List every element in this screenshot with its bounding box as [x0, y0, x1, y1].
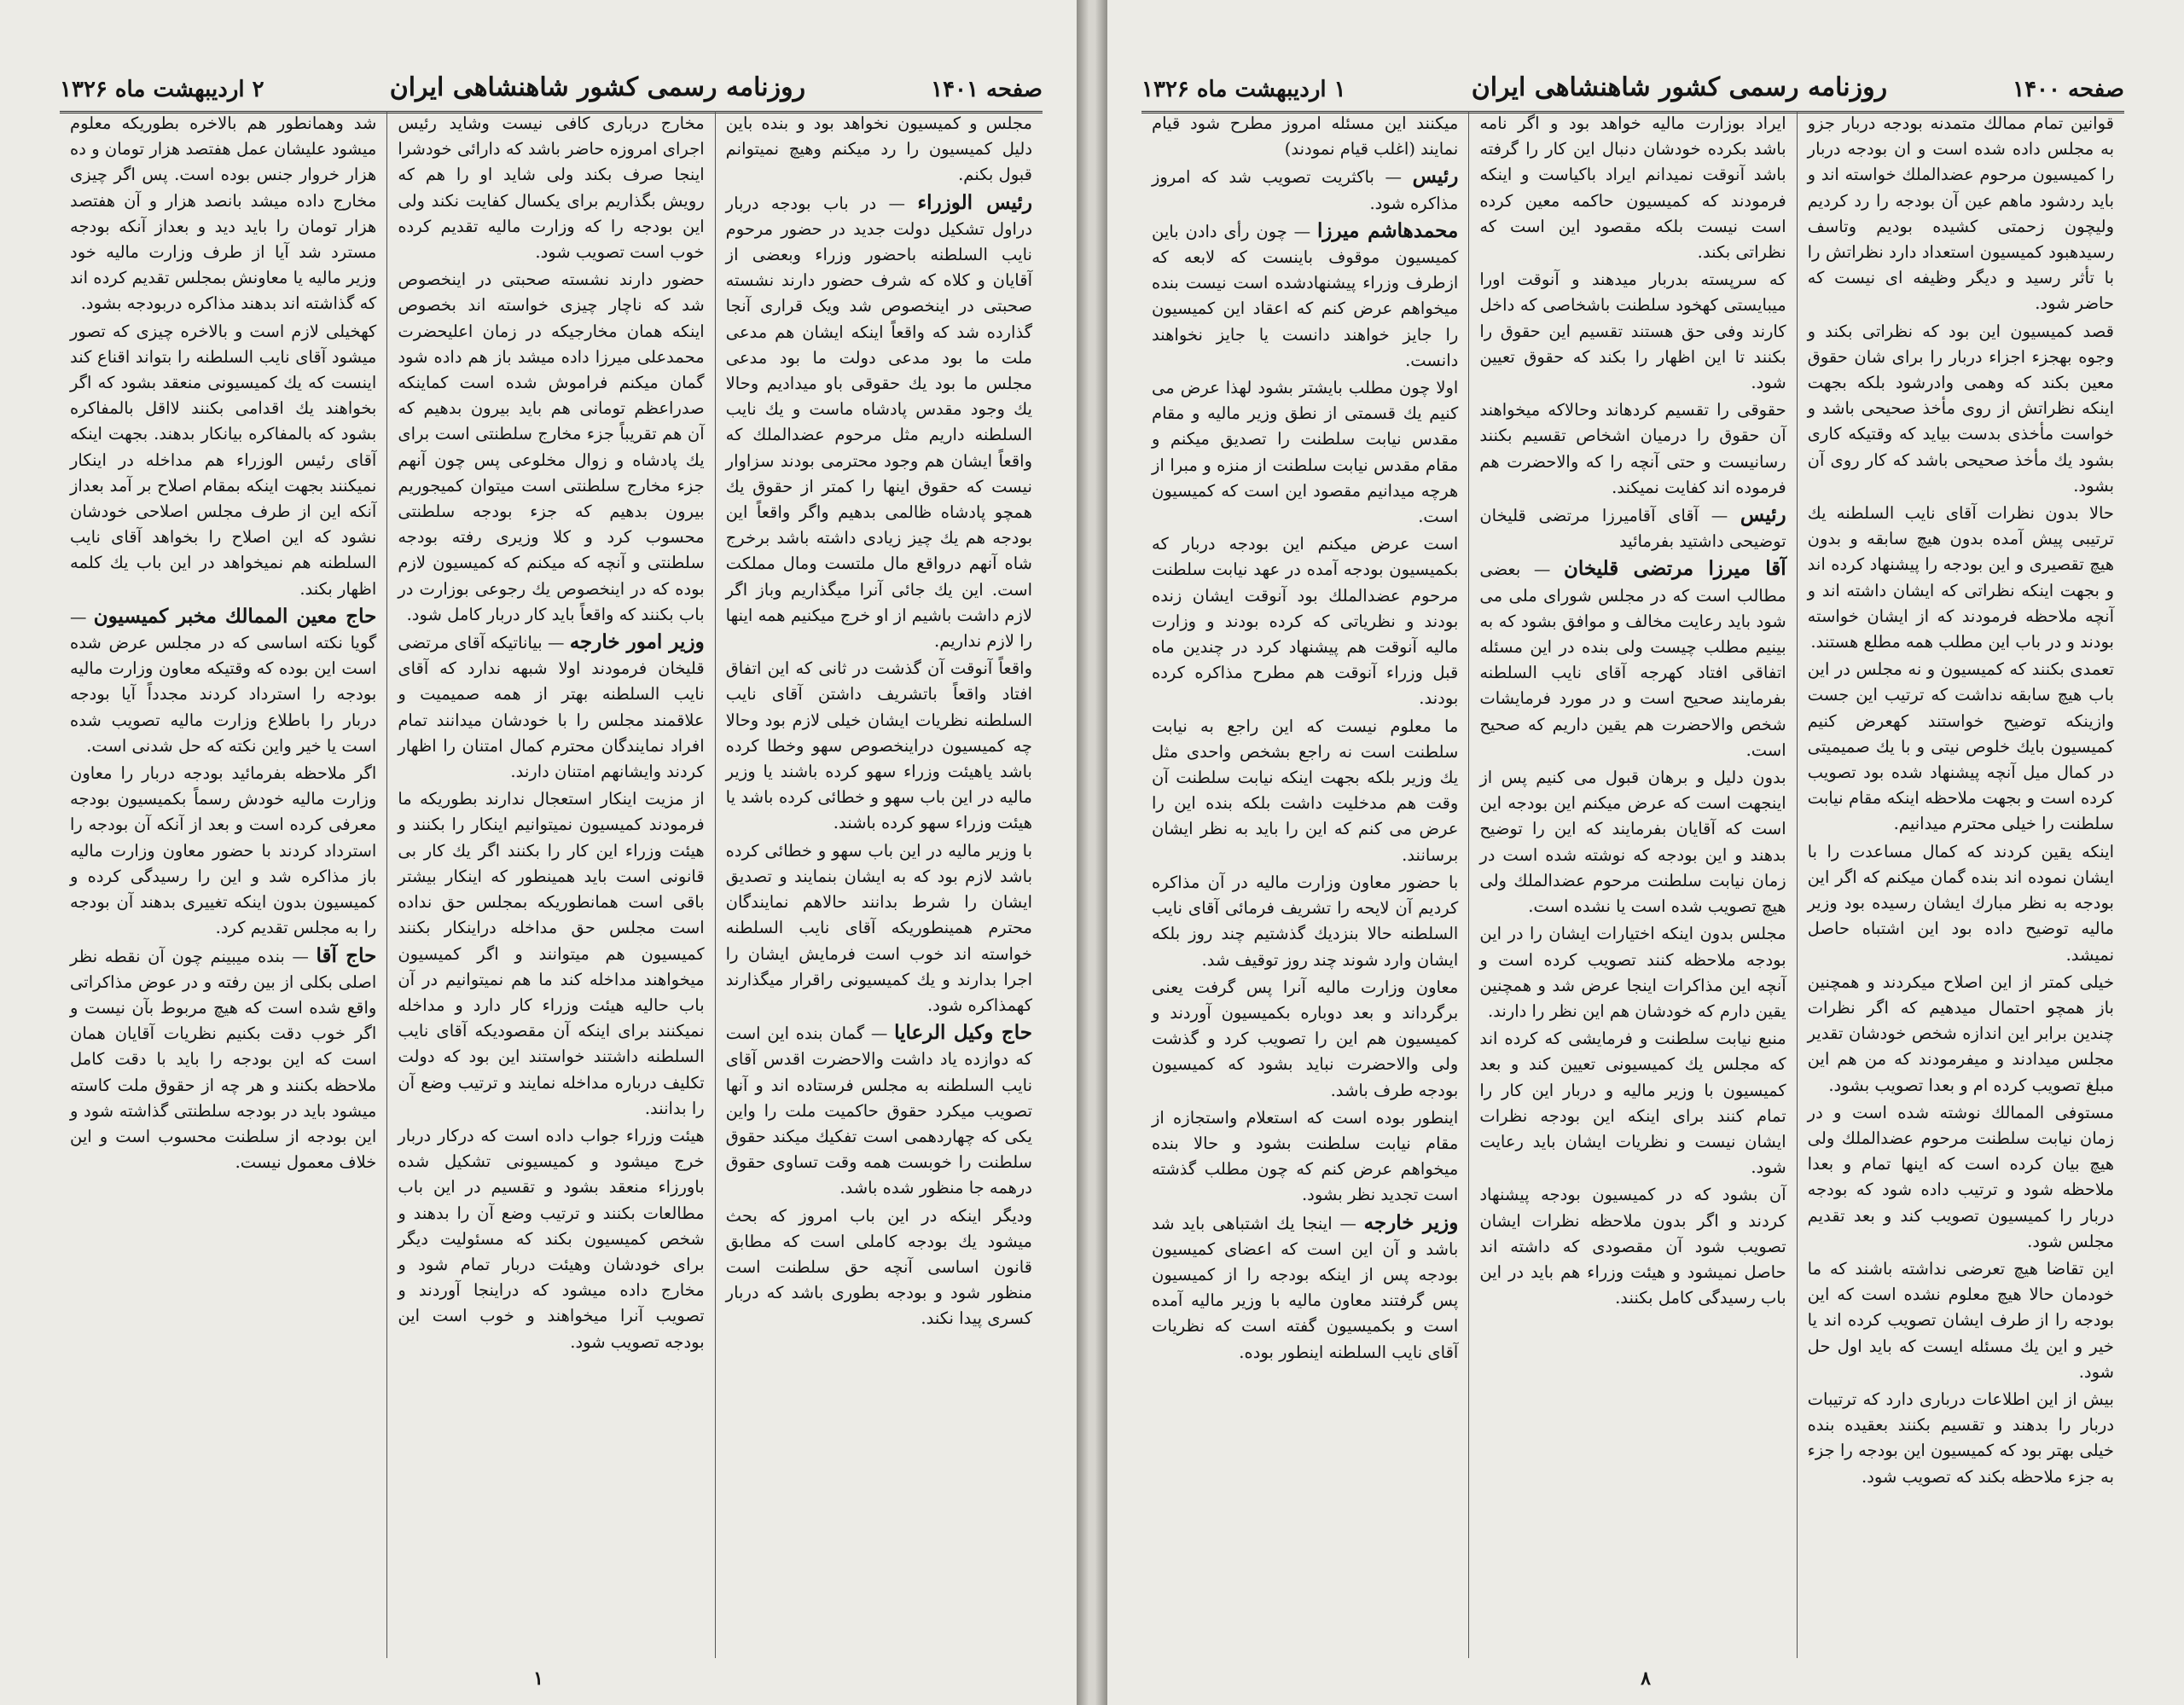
right-page — [1107, 0, 2184, 1705]
left-newspaper-title: روزنامه رسمی کشور شاهنشاهی ایران — [389, 72, 806, 102]
speech-text: اینجا یك اشتباهی باید شد باشد و آن این است که اعضای کمیسیون بودجه پس از اینکه بودجه را از کمیسیون پس گرفتند معاون مالیه با وزیر مالیه آمده است و بکمیسیون گفته است که نظریات آقای نایب السلطنه اینطور بوده. — [1152, 1213, 1459, 1362]
speaker-dash: — — [1374, 167, 1413, 188]
text-column — [1141, 111, 1468, 1658]
speaker-name: حاج آقا — [316, 943, 377, 967]
right-page-date: ۱ اردیبهشت ماه ۱۳۲۶ — [1141, 77, 1346, 102]
speaker-name: رئیس الوزراء — [917, 190, 1032, 214]
right-folio: ۸ — [1641, 1667, 1651, 1690]
body-paragraph: ودیگر اینکه در این باب امروز که بحث میشود یك بودجه کاملی است که مطابق قانون اساسی آنچه حق سلطنت است منظور شود و بودجه بطوری باشد که دربار کسری پیدا نکند. — [725, 1205, 1032, 1329]
right-page-header — [1141, 51, 2124, 113]
speaker-paragraph — [70, 943, 376, 1176]
body-paragraph: شد وهمانطور هم بالاخره بطوریکه معلوم میشود علیشان عمل هفتصد هزار تومان و ده هزار خروار جنس بوده است. پس اگر چیزی مخارج داده میشد بانصد هزار و آن هفتصد هزار تومان را باید دید و بعداز آنکه بودجه مسترد شد آیا از طرف وزارت مالیه خود وزیر مالیه یا معاونش بمجلس تقدیم کرده اند که گذاشته اند بدهند مذاکره دربودجه بشود. — [70, 113, 377, 314]
speaker-paragraph — [398, 629, 704, 785]
body-paragraph: ما معلوم نیست که این راجع به نیابت سلطنت است نه راجع بشخص واحدی مثل یك وزیر بلکه بجهت اینکه نیابت سلطنت آن وقت هم مدخلیت داشت بلکه بنده این را عرض می کنم که این را باید به نظر ایشان برسانند. — [1152, 716, 1459, 865]
speaker-name: حاج معین الممالك مخبر کمیسیون — [93, 604, 377, 628]
text-column — [715, 111, 1043, 1658]
body-paragraph: کهخیلی لازم است و بالاخره چیزی که تصور میشود آقای نایب السلطنه را بتواند اقناع کند اینست که یك کمیسیونی منعقد بشود که اگر بخواهند یك اقدامی بکنند لااقل بالمفاکره بشود که بالمفاکره بیانکار بدهند. بجهت اینکه آقای رئیس الوزراء هم مداخله در اینکار نمیکنند بجهت اینکه بمقام اصلاح بر آمد بعداز آنکه این از طرف مجلس اصلاحی خودشان نشود که این اصلاح را بخواهد آقای نایب السلطنه هم نمیخواهد در این باب یك کلمه اظهار بکند. — [70, 321, 377, 599]
left-columns — [60, 111, 1043, 1658]
speaker-name: آقا میرزا مرتضی قلیخان — [1563, 557, 1786, 581]
body-paragraph: آن بشود که در کمیسیون بودجه پیشنهاد کردند و اگر بدون ملاحظه نظرات ایشان تصویب شود آن مقصودی که داشته اند حاصل نمیشود و هیئت وزراء هم باید در این باب رسیدگی کامل بکنند. — [1479, 1185, 1786, 1308]
speaker-dash: — — [864, 1024, 895, 1044]
speaker-name: حاج وکیل الرعایا — [894, 1021, 1032, 1045]
body-paragraph: اگر ملاحظه بفرمائید بودجه دربار را معاون وزارت مالیه خودش رسماً بکمیسیون بودجه معرفی کرده است و بعد از آنکه آن بودجه را استرداد کردند با حضور معاون وزارت مالیه باز مذاکره شد و این را رسیدگی کرده و کمیسیون بدون اینکه تغییری بدهند آن بودجه را به مجلس تقدیم کرد. — [70, 763, 377, 938]
body-paragraph: که سرپسته بدربار میدهند و آنوقت اورا میبایستی کهخود سلطنت باشخاصی که داخل کارند وفی حق هستند تقسیم این حقوق را بکنند تا این اظهار را بکند که حقوق تعیین شود. — [1479, 270, 1786, 393]
body-paragraph: اولا چون مطلب بایشتر بشود لهذا عرض می کنیم یك قسمتی از نطق وزیر مالیه و مقام مقدس نیابت سلطنت را تصدیق میکنم و مقام مقدس نیابت سلطنت از منزه و مبرا از هرچه میدانیم مقصود این است که کمیسیون است. — [1152, 378, 1459, 527]
speech-text: گویا نکته اساسی که در مجلس عرض شده است این بوده که وقتیکه معاون وزارت مالیه بودجه را استرداد کردند مجدداً آیا بودجه دربار را باطلاع وزارت مالیه تصویب شده است یا خیر واین نکته که حل شدنی است. — [70, 633, 377, 756]
body-paragraph: مجلس بدون اینکه اختیارات ایشان را در این بودجه ملاحظه کنند تصویب کرده است و آنچه این مذاکرات اینجا عرض شد و همچنین یقین دارم که خودشان هم این نظر را دارند. — [1479, 924, 1786, 1021]
text-column — [1797, 111, 2124, 1658]
speech-text: آقای آقامیرزا مرتضی قلیخان توضیحی داشتید بفرمائید — [1479, 506, 1786, 552]
body-paragraph: با حضور معاون وزارت مالیه در آن مذاکره کردیم آن لایحه را تشریف فرمائی آقای نایب السلطنه حالا بنزدیك گذشتیم چند روز بلکه ایشان وارد شوند چند روز توقیف شد. — [1152, 872, 1459, 970]
body-paragraph: است عرض میکنم این بودجه دربار که بکمیسیون بودجه آمده در عهد نیابت سلطنت مرحوم عضدالملك بود آنوقت ایشان زنده بودند و نظریاتی که کرده بودند و وزارت مالیه آنوقت هم پیشنهاد کرد در چندین ماه قبل وزراء آنوقت هم مطرح مذاکره کرده بودند. — [1152, 534, 1459, 709]
left-folio: ۱ — [533, 1667, 543, 1690]
speech-text: گمان بنده این است که دوازده یاد داشت والاحضرت اقدس آقای نایب السلطنه به مجلس فرستاده اند و آنها تصویب میکرد حقوق حاکمیت ملت را واین یکی که چهاردهمی است تفکیك میکند حقوق سلطنت را خوبست همه وقت تساوی حقوق درهمه جا منظور شده باشد. — [725, 1024, 1032, 1198]
left-page-number: صفحه ۱۴۰۱ — [931, 77, 1043, 102]
right-page-number: صفحه ۱۴۰۰ — [2013, 77, 2124, 102]
body-paragraph: اینکه یقین کردند که کمال مساعدت را با ایشان نموده اند بنده گمان میکنم که اگر این بودجه به نظر مبارك ایشان رسیده بود وزیر مالیه توضیح داده بود این اشتباه حاصل نمیشد. — [1807, 841, 2114, 965]
speaker-dash: — — [70, 606, 94, 627]
body-paragraph: حضور دارند نشسته صحبتی در اینخصوص شد که ناچار چیزی خواسته اند بخصوص اینکه همان مخارجیکه در زمان اعلیحضرت محمدعلی میرزا داده میشد باز هم داده شود گمان میکنم فراموش شده است کماینکه صدراعظم تومانی هم باید بیرون بدهیم که آن هم تقریباً جزء مخارج سلطنتی است برای یك پادشاه و زوال مخلوعی پس چون آنهم جزء مخارج سلطنتی است میتوان کمیجوریم بیرون بدهیم که جزء بودجه سلطنتی محسوب کرد و کلا وزیری رفته بودجه سلطنتی و آنچه که میکنم که کمیسیون لازم بوده که در اینخصوص یك رجوعی بوزارت در باب بکنند که واقعاً باید کار دربار کامل شود. — [398, 270, 705, 624]
body-paragraph: بدون دلیل و برهان قبول می کنیم پس از اینجهت است که عرض میکنم این بودجه این است که آقایان بفرمایند که این را توضیح بدهند و این بودجه که نوشته شده است در زمان نیابت سلطنت مرحوم عضدالملك ولی هیچ تصویب شده است یا نشده است. — [1479, 768, 1786, 917]
body-paragraph: این تقاضا هیچ تعرضی نداشته باشند که ما خودمان حالا هیچ معلوم نشده است که این بودجه را از طرف ایشان تصویب کرده اند یا خیر و این یك مسئله ایست که باید اول حل شود. — [1807, 1258, 2114, 1382]
speech-text: باکثریت تصویب شد که امروز مذاکره شود. — [1152, 167, 1459, 213]
speaker-name: وزیر امور خارجه — [569, 630, 705, 654]
speaker-paragraph — [1152, 1210, 1458, 1366]
speaker-dash: — — [1699, 506, 1740, 526]
speech-text: بیاناتیکه آقای مرتضی قلیخان فرمودند اولا شبهه ندارد که آقای نایب السلطنه بهتر از همه صمیمیت و علاقمند مجلس را با خودشان میدانند تمام افراد نمایندگان محترم کمال امتنان را اظهار کردند وایشانهم امتنان دارند. — [398, 633, 705, 782]
body-paragraph: مستوفی الممالك نوشته شده است و در زمان نیابت سلطنت مرحوم عضدالملك ولی هیچ بیان کرده است که اینها تمام و بعدا ملاحظه شود و ترتیب داده شود که بودجه دربار را کمیسیون تصویب کند و بعد تقدیم مجلس شود. — [1807, 1102, 2114, 1251]
text-column — [386, 111, 714, 1658]
speaker-paragraph — [70, 604, 376, 759]
left-page-header — [60, 51, 1043, 113]
speaker-name: محمدهاشم میرزا — [1316, 218, 1459, 242]
body-paragraph: بیش از این اطلاعات درباری دارد که ترتیبات دربار را بدهند و تقسیم بکنند بعقیده بنده خیلی بهتر بود که کمیسیون این بودجه را جزء به جزء ملاحظه بکند که تصویب شود. — [1807, 1389, 2114, 1487]
body-paragraph: واقعاً آنوقت آن گذشت در ثانی که این اتفاق افتاد واقعاً باتشریف داشتن آقای نایب السلطنه نظریات ایشان خیلی لازم بود وحالا چه کمیسیون دراینخصوص سهو وخطا کرده باشد یاهیئت وزراء سهو کرده باشند یا وزیر مالیه در این باب سهو و خطائی کرده باشد یا هیئت وزراء سهو کرده باشند. — [725, 658, 1032, 833]
left-page-date: ۲ اردیبهشت ماه ۱۳۲۶ — [60, 77, 264, 102]
speaker-paragraph — [726, 1020, 1032, 1201]
speaker-name: رئیس — [1412, 165, 1459, 188]
speaker-dash: — — [284, 946, 317, 966]
body-paragraph: هیئت وزراء جواب داده است که درکار دربار خرج میشود و کمیسیونی تشکیل شده باورزاء منعقد بشود و تقسیم در این باب مطالعات بکنند و ترتیب وضع آن را بدهند و شخص کمیسیون بکند که مسئولیت دیگر برای خودشان وهیئت دربار تمام شود و مخارج داده میشود که دراینجا آوردند و تصویب آنرا میخواهند و خوب است این بودجه تصویب شود. — [398, 1125, 705, 1352]
speaker-dash: — — [1332, 1213, 1364, 1233]
speaker-paragraph — [1152, 218, 1458, 374]
body-paragraph: قوانین تمام ممالك متمدنه بودجه دربار جزو به مجلس داده شده است و ان بودجه دربار را کمیسیون مرحوم عضدالملك خواسته اند و باید ردشود ماهم عین آن بودجه را رد کردیم ولیچون زحمتی کشیده بودیم وتاسف رسیدهبود کمیسیون استعداد دارد نظراتش را با تأثر رسید و دیگر وظیفه ای نیست که حاضر شود. — [1807, 113, 2114, 314]
text-column — [60, 111, 386, 1658]
body-paragraph: با وزیر مالیه در این باب سهو و خطائی کرده باشد لازم بود که به ایشان بنمایند و تصدیق ایشان را شرط بدانند حالاهم نمایندگان محترم همینطوریکه آقای نایب السلطنه خواسته اند خوب است فرمایش ایشان را اجرا بدارند و یك کمیسیونی راقرار میگذارند کهمذاکره شود. — [725, 840, 1032, 1015]
speech-text: در باب بودجه دربار دراول تشکیل دولت جدید در حضور مرحوم نایب السلطنه باحضور وزراء وبعضی از آقایان و کلاه که شرف حضور دارند نشسته صحبتی در اینخصوص شد ویک قراری آنجا گذارده شد که واقعاً اینکه ایشان هم مدعی ملت ما بود مدعی دولت ما بود مدعی مجلس ما بود یك حقوقی باو میدادیم وحالا یك وجود مقدس پادشاه ماست و یك نایب السلطنه داریم مثل مرحوم عضدالملك که واقعاً ایشان هم وجود محترمی بودند سزاوار نیست که حقوق اینها را کمتر از حقوق یك همچو پادشاه ظالمی بدهیم واگر واقعاً این بودجه هم یك چیز زیادی داشته باشد برخرج شاه آنهم درواقع مال ملتست ومال مملکت است. این یك جائی آنرا میگذاریم وباز اگر لازم داشت باشیم از او خرج میکنیم همه اینها را لازم نداریم. — [725, 193, 1032, 652]
speaker-name: رئیس — [1740, 503, 1786, 527]
speaker-name: وزیر خارجه — [1363, 1210, 1459, 1234]
book-gutter — [1077, 0, 1107, 1705]
body-paragraph: مخارج درباری کافی نیست وشاید رئیس اجرای امروزه حاضر باشد که دارائی خودشرا اینجا صرف بکند ولی شاید او را هم که رویش بگذاریم برای یکسال کفایت نکند ولی این بودجه را که وزارت مالیه تقدیم کرده خوب است تصویب شود. — [398, 113, 705, 263]
body-paragraph: اینطور بوده است که استعلام واستجازه از مقام نیابت سلطنت بشود و حالا بنده میخواهم عرض کنم که چون مطلب گذشته است تجدید نظر بشود. — [1152, 1107, 1459, 1205]
right-newspaper-title: روزنامه رسمی کشور شاهنشاهی ایران — [1471, 72, 1888, 102]
text-column — [1468, 111, 1796, 1658]
speaker-paragraph — [1479, 556, 1786, 763]
body-paragraph: حالا بدون نظرات آقای نایب السلطنه یك ترتیبی پیش آمده بدون هیچ سابقه و بدون هیچ تقصیری و این بودجه را پیشنهاد کرده اند و بجهت اینکه نظراتی که ایشان داشته اند و آنچه ملاحظه فرمودند که از ایشان خواسته بودند و در باب این مطلب همه مطلع هستند. — [1807, 503, 2114, 652]
speech-text: بعضی مطالب است که در مجلس شورای ملی می شود باید رعایت مخالف و موافق بشود که به بینیم مطلب چیست ولی بنده در این مسئله اتفاقی افتاد کهرجه آقای نایب السلطنه بفرمایند صحیح است و در مورد فرمایشات شخص والاحضرت هم یقین داریم که صحیح است. — [1479, 560, 1786, 760]
body-paragraph: منبع نیابت سلطنت و فرمایشی که کرده اند که مجلس یك کمیسیونی تعیین کند و بعد کمیسیون با وزیر مالیه و دربار این کار را تمام کنند برای اینکه این بودجه نظرات ایشان نیست و نظریات ایشان باید رعایت شود. — [1479, 1029, 1786, 1178]
speech-text: چون رأی دادن باین کمیسیون موقوف باینست که لابعه که ازطرف وزراء پیشنهادشده است نیست بنده میخواهم عرض کنم که اعقاد این کمیسیون را جایز خواهند دانست یا جایز نخواهند دانست. — [1152, 221, 1459, 370]
left-page — [0, 0, 1077, 1705]
right-columns — [1141, 111, 2124, 1658]
body-paragraph: قصد کمیسیون این بود که نظراتی بکند و وجوه بهجزء اجزاء دربار را برای شان حقوق معین بکند که وهمی وادرشود بلکه بجهت اینکه نظراتش از روی مأخذ صحیحی باشد و خواست مأخذی بدست بیاید که وقتیکه کاری بشود یك مأخذ صحیحی باشد که کار روی آن بشود. — [1807, 321, 2114, 496]
speaker-paragraph — [1152, 164, 1458, 216]
body-paragraph: ایراد بوزارت مالیه خواهد بود و اگر نامه باشد بکرده خودشان دنبال این کار را گرفته باشد آنوقت نمیدانم ایراد باکیاست و اینکه فرمودند که کمیسیون حاکمه معین کرده است نیست بلکه مقصود این است که نظراتی بکند. — [1479, 113, 1786, 263]
speaker-dash: — — [1287, 221, 1317, 241]
speech-text: بنده میبینم چون آن نقطه نظر اصلی بکلی از بین رفته و در عوض مذاکراتی واقع شده است که هیچ مربوط بآن نیست و اگر خوب دقت بکنیم نظریات آقایان همان است که این بودجه را باید با دقت کامل ملاحظه بکنند و هر چه از حقوق ملت کاسته میشود باید در بودجه سلطنتی گذاشته شود و این بودجه از سلطنت محسوب است و این خلاف معمول نیست. — [70, 946, 377, 1173]
speaker-paragraph — [726, 190, 1032, 655]
speaker-paragraph — [1479, 502, 1786, 554]
body-paragraph: خیلی کمتر از این اصلاح میکردند و همچنین باز همچو احتمال میدهیم که اگر نظرات چندین برابر این اندازه شخص خودشان تقدیر مجلس میدادند و میفرمودند که من هم این مبلغ تصویب کرده ام و بعدا تصویب بشود. — [1807, 971, 2114, 1095]
body-paragraph: از مزیت اینکار استعجال ندارند بطوریکه ما فرمودند کمیسیون نمیتوانیم اینکار را بکنند و هیئت وزراء این کار را بکنند اگر یك کار بی قانونی است باید همینطور که اینکار بیشتر باقی است همانطوریکه بمجلس حق نداده است مجلس حق مداخله دراینکار بکنند کمیسیون هم میتوانند و اگر کمیسیون میخواهند مداخله کند ما هم نمیتوانیم در آن باب حالیه هیئت وزراء کار دارد و مداخله نمیکنند برای اینکه آن مقصودیکه آقای نایب السلطنه داشتند خواستند این بود که دولت تکلیف درباره مداخله نمایند و ترتیب وضع آن را بدانند. — [398, 789, 705, 1118]
body-paragraph: میکنند این مسئله امروز مطرح شود قیام نمایند (اغلب قیام نمودند) — [1152, 113, 1459, 159]
speaker-dash: — — [876, 193, 918, 213]
body-paragraph: تعمدی بکنند که کمیسیون و نه مجلس در این باب هیچ سابقه نداشت که ترتیب این جست وازینکه توضیح خواستند کهعرض کنیم کمیسیون بایك خلوص نیتی و با یك صمیمیتی در کمال میل آنچه پیشنهاد شده بود تصویب کرده است و بجهت ملاحظه اینکه مقام نیابت سلطنت را خیلی محترم میدانیم. — [1807, 659, 2114, 834]
speaker-dash: — — [542, 633, 570, 653]
body-paragraph: حقوقی را تقسیم کردهاند وحالاکه میخواهند آن حقوق را درمیان اشخاص تقسیم بکنند رسانیست و حتی آنچه را که والاحضرت هم فرموده اند کفایت نمیکند. — [1479, 400, 1786, 497]
speaker-dash: — — [1520, 560, 1564, 580]
body-paragraph: مجلس و کمیسیون نخواهد بود و بنده باین دلیل کمیسیون را رد میکنم وهیچ نمیتوانم قبول بکنم. — [725, 113, 1032, 185]
body-paragraph: معاون وزارت مالیه آنرا پس گرفت یعنی برگرداند و بعد دوباره بکمیسیون آوردند و کمیسیون هم این را تصویب کرد و گذشت ولی والاحضرت نباید بشود که کمیسیون بودجه طرف باشد. — [1152, 977, 1459, 1100]
